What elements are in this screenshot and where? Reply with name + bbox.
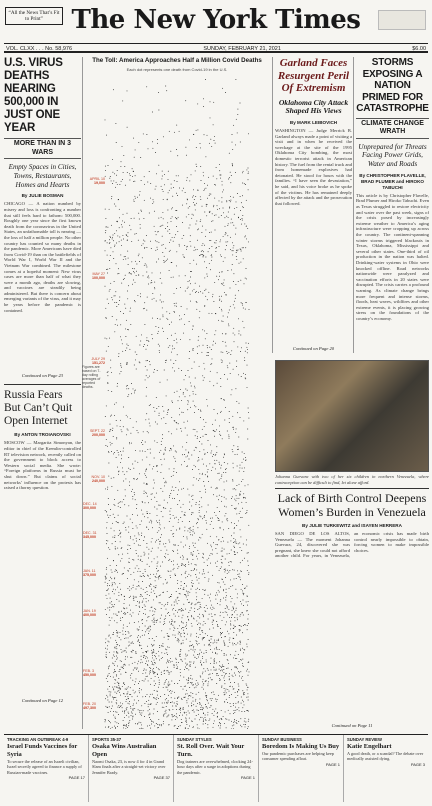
dot-field [83, 77, 271, 729]
center-column [275, 57, 352, 352]
chart-title: The Toll: America Approaches Half a Million Covid Deaths [92, 57, 262, 64]
chart-intro: Each dot represents one death from Covid-19 in the U.S. [126, 67, 228, 72]
index-item[interactable] [344, 735, 428, 802]
index-text: A good death, or a scandal? The debate over medically assisted dying. [347, 751, 424, 762]
venezuela-jump[interactable]: Continued on Page 11 [331, 723, 373, 728]
annotation-date: FEB. 3 [83, 669, 94, 673]
index-headline: Israel Funds Vaccines for Syria [7, 743, 78, 758]
index-text: Naomi Osaka, 23, is now 4 for 4 in Grand Slam finals after a straight-set victory over Jennifer Brady. [92, 759, 166, 775]
index-page: PAGE 17 [68, 775, 85, 781]
column-rule [353, 57, 354, 353]
index-kicker: SUNDAY REVIEW [347, 737, 382, 742]
index-kicker: SUNDAY STYLES [177, 737, 212, 742]
storms-subhead: CLIMATE CHANGE WRATH [356, 118, 429, 139]
annotation-count: 200,000 [92, 433, 105, 438]
index-kicker: SPORTS 35-37 [92, 737, 122, 742]
chart-annotation [83, 502, 105, 510]
garland-jump[interactable]: Continued on Page 20 [292, 346, 335, 352]
dateline-bar [4, 43, 428, 53]
index-strip [4, 734, 428, 802]
annotation-count: 345,000 [83, 535, 96, 540]
russia-headline[interactable]: Russia Fears But Can’t Quit Open Internet [4, 389, 73, 428]
index-item[interactable] [4, 735, 89, 802]
ear-slogan: “All the News That’s Fit to Print” [5, 7, 63, 25]
index-kicker: TRACKING AN OUTBREAK 4-9 [7, 737, 69, 742]
right-column [356, 57, 429, 373]
annotation-date: APRIL 10 [89, 177, 105, 181]
garland-subhead: Oklahoma City Attack Shaped His Views [278, 97, 349, 116]
storms-byline: By CHRISTOPHER FLAVELLE, BRAD PLUMER and HIROKO TABUCHI [359, 172, 426, 190]
issue-date: SUNDAY, FEBRUARY 21, 2021 [203, 46, 281, 52]
death-dots [105, 79, 250, 729]
chart-annotation [83, 669, 105, 677]
chart-annotation [83, 272, 105, 280]
annotation-count: 151,272 [92, 361, 105, 366]
photo-caption: Johanna Guevara with two of her six children in northern Venezuela, where contraception can be difficult to find, let alone afford. [275, 474, 429, 485]
chart-annotation [83, 702, 105, 710]
chart-annotation [83, 569, 105, 577]
covid-deaths-chart [83, 57, 271, 729]
annotation-count: 450,000 [83, 673, 96, 678]
annotation-date: FEB. 20 [83, 702, 96, 706]
annotation-count: 497,300 [83, 706, 96, 711]
index-page: PAGE 1 [325, 761, 340, 767]
venezuela-byline: By JULIE TURKEWITZ and ISAYEN HERRERA [302, 523, 402, 528]
index-headline: St. Roll Over. Wait Your Turn. [177, 743, 245, 758]
storms-headline[interactable]: STORMS EXPOSING A NATION PRIMED FOR CATASTROPHE [356, 57, 429, 114]
chart-annotation [83, 475, 105, 483]
newspaper-flag: The New York Times [71, 5, 361, 35]
chart-annotation [83, 177, 105, 185]
annotation-date: JAN. 19 [83, 609, 96, 613]
photo-caption-block [275, 474, 429, 485]
chart-annotation [83, 531, 105, 539]
annotation-count: 400,000 [83, 613, 96, 618]
russia-jump[interactable]: Continued on Page 12 [21, 698, 64, 704]
chart-annotation [83, 429, 105, 437]
annotation-count: 19,000 [94, 181, 105, 186]
annotation-count: 375,000 [83, 573, 96, 578]
garland-byline: By MARK LEIBOVICH [289, 120, 338, 126]
annotation-count: 240,000 [92, 479, 105, 484]
index-text: Our pandemic purchases are helping keep consumer spending afloat. [262, 751, 334, 762]
russia-byline: By ANTON TROIANOVSKI [14, 432, 71, 438]
annotation-date: JAN. 11 [83, 569, 96, 573]
annotation-date: DEC. 14 [83, 502, 97, 506]
volume-number: VOL. CLXX . . . No. 58,976 [6, 46, 73, 52]
lead-jump[interactable]: Continued on Page 23 [21, 373, 64, 379]
annotation-date: MAY 27 [92, 272, 105, 276]
index-item[interactable] [89, 735, 174, 802]
annotation-date: NOV. 10 [91, 475, 105, 479]
russia-body: MOSCOW — Margarita Simonyan, the editor in chief of the Kremlin-controlled RT television network, recently called on the government to block access to Western social media. She wrote: “Foreign platforms in Russia must be shut down.” But claims of social networks’ influence on the protests has raised a thorny question. [4, 440, 81, 491]
annotation-date: SEPT. 22 [90, 429, 105, 433]
venezuela-headline[interactable]: Lack of Birth Control Deepens Women’s Burden in Venezuela [277, 491, 427, 519]
index-item[interactable] [174, 735, 259, 802]
annotation-date: DEC. 31 [83, 531, 97, 535]
annotation-count: 100,000 [92, 276, 105, 281]
index-page: PAGE 3 [410, 761, 425, 767]
weather-ear [378, 10, 426, 30]
lead-byline: By JULIE BOSMAN [21, 193, 64, 199]
index-kicker: SUNDAY BUSINESS [262, 737, 302, 742]
storms-body: This article is by Christopher Flavelle, Brad Plumer and Hiroko Tabuchi. Even as Texas struggled to restore electricity and water over the past week, signs of the crisis posed by increasingly extreme weather to America’s aging infrastructure were cropping up across the country. The continent-spanning winter storms triggered blackouts in Texas, Oklahoma, Mississippi and several other states. One-third of oil production in the nation was halted. Drinking-water systems in Ohio were knocked offline. Road networks nationwide were paralyzed and vaccination efforts in 20 states were disrupted. The crisis carries a profound warning. As climate change brings more frequent and intense storms, floods, heat waves, wildfires and other extreme events, it is placing growing stress on the foundations of the country’s economy. [356, 192, 429, 321]
chart-annotation [83, 609, 105, 617]
index-page: PAGE 37 [153, 775, 170, 781]
left-column [4, 57, 81, 704]
storms-deck: Unprepared for Threats Facing Power Grids, Water and Roads [358, 142, 427, 169]
index-text: Dog trainers are overwhelmed, clocking 24-hour days after a surge in adoptions during the pandemic. [177, 759, 253, 775]
annotation-date: JULY 29 [91, 357, 105, 361]
lead-deck: Empty Spaces in Cities, Towns, Restaurants, Homes and Hearts [8, 163, 77, 189]
annotation-count: 300,000 [83, 506, 96, 511]
index-headline: Osaka Wins Australian Open [92, 743, 157, 758]
lead-headline[interactable]: U.S. VIRUS DEATHS NEARING 500,000 IN JUST ONE YEAR [4, 57, 63, 134]
index-text: To secure the release of an Israeli civilian, Israel secretly agreed to finance a supply of Russian-made vaccines. [7, 759, 82, 775]
index-page: PAGE 1 [240, 775, 255, 781]
venezuela-photo[interactable] [275, 360, 429, 472]
lead-body: CHICAGO — A nation numbed by misery and loss is confronting a number that still feels hard to fathom: 500,000. Roughly one year since the first known death from the coronavirus in the United States, an unfathomable toll is nearing — the loss of half a million people. No other country has counted so many deaths in the pandemic. More Americans have died from Covid-19 than on the battlefields of World War I, World War II and the Vietnam War combined. The milestone comes at a hopeful moment: New virus cases are more than half of what they were a month ago, deaths are slowing, and vaccines are steadily being administered. But there is concern about emerging variants of the virus, and it may be years before the pandemic is contained. [4, 201, 81, 313]
index-item[interactable] [259, 735, 344, 802]
garland-body: WASHINGTON — Judge Merrick B. Garland always made a point of visiting a visit and in when he received the wreckage at the site of the 1995 Oklahoma City bombing, the most domestic terrorist attack in American history. The fuel from the rental truck and from homemade explosives had detonated. He stood for hours with the families. “I have seen the devastation,” he said, and his voice broke as he spoke of the victims. He has remained deeply affected by the attack and the prosecution that followed. [275, 128, 352, 206]
price: $6.00 [412, 46, 426, 52]
index-headline: Katie Engelhart [347, 743, 392, 750]
garland-headline[interactable]: Garland Faces Resurgent Peril Of Extremism [277, 57, 350, 94]
index-headline: Boredom Is Making Us Buy [262, 743, 340, 750]
chart-note: Figures are based on 7-day rolling averages of reported deaths. [82, 365, 101, 389]
lead-subhead: MORE THAN IN 3 WARS [4, 138, 81, 159]
column-rule [272, 57, 273, 353]
venezuela-body: SAN DIEGO DE LOS ALTOS, Venezuela — The moment Johanna Guevara, 24, discovered she was pregnant, she knew she could not afford another child. For years, in Venezuela, an economic crisis has made birth control nearly impossible to obtain, forcing women to make impossible choices. [275, 531, 429, 559]
venezuela-story [275, 488, 429, 729]
